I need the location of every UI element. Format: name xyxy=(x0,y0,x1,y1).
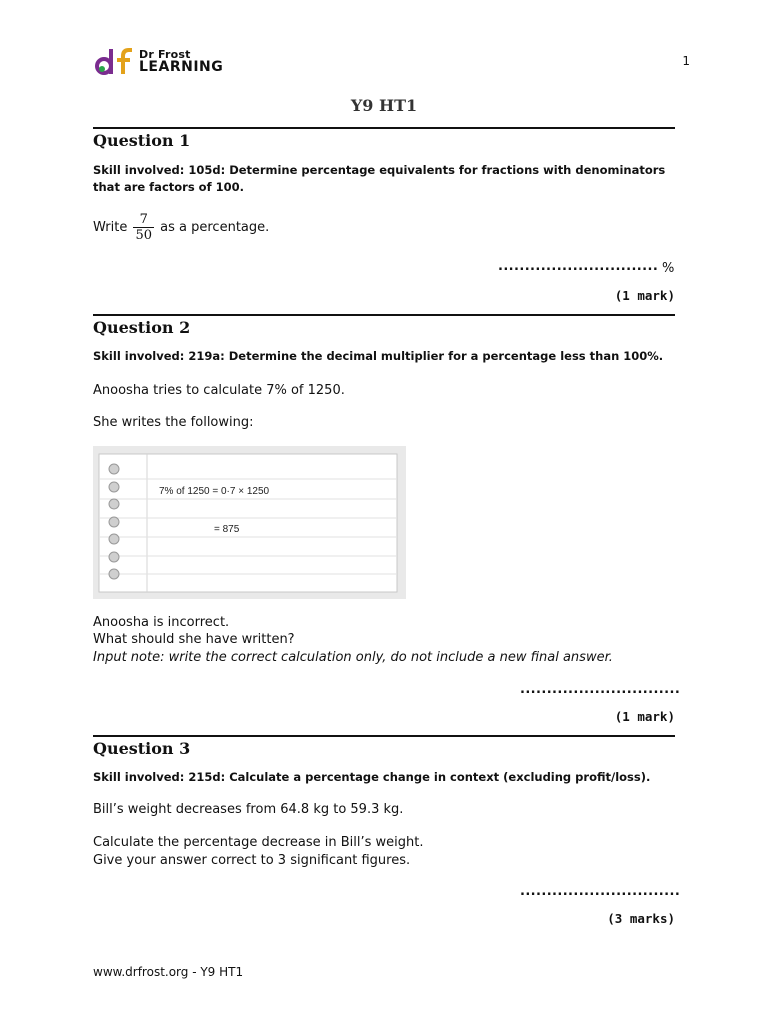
notebook-paper-graphic xyxy=(93,446,406,599)
prompt-after: as a percentage. xyxy=(160,220,270,235)
notebook-calculation-line: 7% of 1250 = 0·7 × 1250 xyxy=(159,486,270,497)
question-divider xyxy=(93,735,675,737)
question-2-line-4: What should she have written? xyxy=(93,632,295,647)
question-2-marks: (1 mark) xyxy=(614,709,675,724)
dr-frost-logo xyxy=(95,46,235,76)
question-2-title: Question 2 xyxy=(93,318,191,337)
question-2-line-1: Anoosha tries to calculate 7% of 1250. xyxy=(93,383,345,398)
brand-name-top: Dr Frost xyxy=(139,48,191,61)
question-2-answer-line[interactable]: .............................. xyxy=(520,682,681,697)
question-divider xyxy=(93,127,675,129)
document-title: Y9 HT1 xyxy=(350,96,418,115)
brand-name-bottom: LEARNING xyxy=(139,59,224,75)
question-3-line-1: Bill’s weight decreases from 64.8 kg to 59.3 kg. xyxy=(93,802,404,817)
question-3-title: Question 3 xyxy=(93,739,191,758)
notebook-image xyxy=(93,446,406,599)
question-1-prompt xyxy=(93,212,675,243)
question-3-answer-line[interactable]: .............................. xyxy=(520,884,681,899)
percent-unit: % xyxy=(662,261,675,276)
question-2-line-3: Anoosha is incorrect. xyxy=(93,615,230,630)
question-3-line-3: Give your answer correct to 3 significant figures. xyxy=(93,853,411,868)
question-1-title: Question 1 xyxy=(93,131,191,150)
question-1-answer-line[interactable]: .............................. xyxy=(498,259,659,274)
df-logo-icon xyxy=(95,46,135,76)
notebook-result-line: = 875 xyxy=(214,524,240,535)
fraction-numerator: 7 xyxy=(139,212,148,227)
question-2-input-note: Input note: write the correct calculation only, do not include a new final answer. xyxy=(93,650,613,665)
question-3-line-2: Calculate the percentage decrease in Bill’s weight. xyxy=(93,835,424,850)
prompt-before: Write xyxy=(93,220,128,235)
page-number: 1 xyxy=(682,54,690,68)
page-footer: www.drfrost.org - Y9 HT1 xyxy=(93,965,244,979)
fraction-denominator: 50 xyxy=(135,228,153,243)
question-2-line-2: She writes the following: xyxy=(93,415,254,430)
question-divider xyxy=(93,314,675,316)
question-1-marks: (1 mark) xyxy=(614,288,675,303)
fraction xyxy=(133,212,154,243)
question-1-skill: Skill involved: 105d: Determine percentage equivalents for fractions with denominators that are factors of 100. xyxy=(93,163,666,194)
question-3-marks: (3 marks) xyxy=(607,911,675,926)
question-2-skill: Skill involved: 219a: Determine the decimal multiplier for a percentage less than 100%. xyxy=(93,349,664,363)
question-3-skill: Skill involved: 215d: Calculate a percentage change in context (excluding profit/loss). xyxy=(93,770,651,784)
